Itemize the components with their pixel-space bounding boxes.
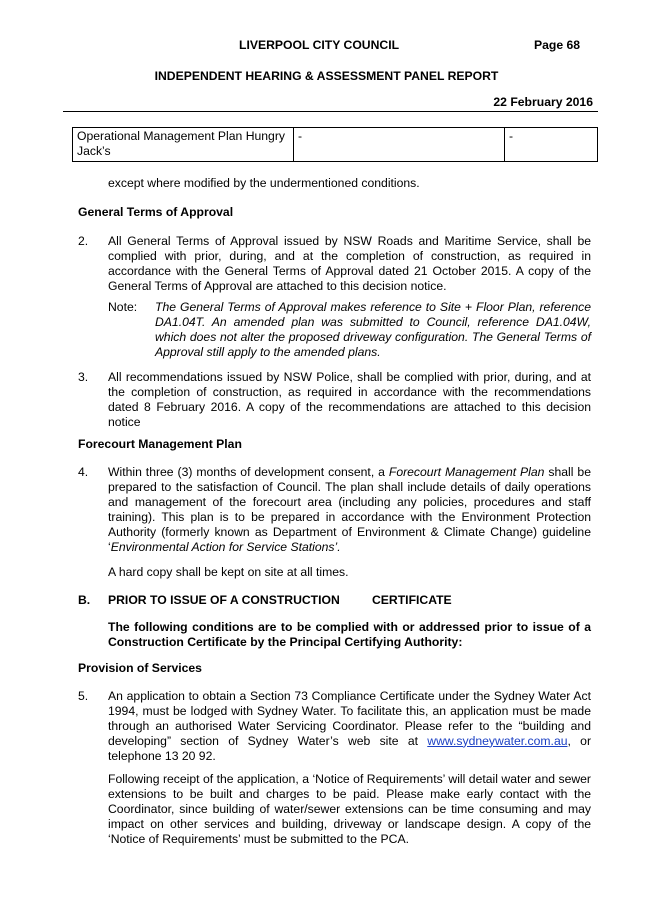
item-4-emphasis-plan: Forecourt Management Plan	[388, 465, 545, 479]
heading-provision-of-services: Provision of Services	[78, 661, 202, 675]
item-5-text-part: An application to obtain a Section 73 Compliance Certificate under the Sydney Water Act 1994, must be lodged with Sydney Water. To facilitate this, an application must be made through an authorised Water Servicing Coordinator. Please refer to the “building and developing” section of Sydney Water’s web site at	[108, 689, 591, 748]
report-date: 22 February 2016	[493, 95, 593, 109]
table-row	[73, 128, 598, 162]
item-4-text-part: shall be prepared to the satisfaction of Council. The plan shall include details of daily operations and management of the forecourt area (including any policies, procedures and staff training). This plan is to be prepared in accordance with the Environment Protection Authority (formerly known as Department of Environment & Climate Change) guideline ‘	[108, 465, 591, 554]
item-number-2: 2.	[78, 234, 89, 248]
item-number-5: 5.	[78, 689, 89, 703]
item-4-text	[108, 465, 591, 554]
table-cell-date: -	[505, 128, 598, 162]
table-cell-document: Operational Management Plan Hungry Jack’s	[73, 128, 294, 162]
note-label: Note:	[108, 300, 138, 314]
note-text: The General Terms of Approval makes reference to Site + Floor Plan, reference DA1.04T. An amended plan was submitted to Council, reference DA1.04W, which does not alter the proposed driveway configuration. The General Terms of Approval still apply to the amended plans.	[155, 300, 591, 359]
intro-text: except where modified by the undermentioned conditions.	[108, 176, 420, 190]
plan-reference-table	[72, 127, 598, 162]
item-number-4: 4.	[78, 465, 89, 479]
item-3-text: All recommendations issued by NSW Police, shall be complied with prior, during, and at the completion of construction, as required in accordance with the recommendations dated 8 February 2016. A copy of the recommendations are attached to this decision notice	[108, 370, 591, 429]
item-5-text	[108, 689, 591, 764]
item-5-text-part: , or telephone 13 20 92.	[108, 733, 592, 763]
section-b-title: PRIOR TO ISSUE OF A CONSTRUCTION	[108, 593, 340, 607]
page-number: Page 68	[534, 38, 581, 52]
note-block	[108, 300, 591, 360]
sydney-water-link[interactable]: www.sydneywater.com.au	[427, 733, 568, 748]
council-name: LIVERPOOL CITY COUNCIL	[239, 38, 400, 52]
heading-general-terms: General Terms of Approval	[78, 205, 234, 219]
report-title: INDEPENDENT HEARING & ASSESSMENT PANEL REPORT	[154, 69, 499, 83]
item-2-text: All General Terms of Approval issued by NSW Roads and Maritime Service, shall be complied with prior, during, and at the completion of construction, as required in accordance with the General Terms of Approval dated 21 October 2015. A copy of the General Terms of Approval are attached to this decision notice.	[108, 234, 591, 293]
item-4-emphasis-guideline: Environmental Action for Service Stations’.	[110, 539, 341, 554]
section-b-intro: The following conditions are to be complied with or addressed prior to issue of a Construction Certificate by the Principal Certifying Authority:	[108, 620, 591, 649]
table-cell-reference: -	[294, 128, 505, 162]
section-b-letter: B.	[78, 593, 91, 607]
header-divider	[63, 111, 598, 112]
item-number-3: 3.	[78, 370, 89, 384]
item-4-text-part: Within three (3) months of development consent, a	[108, 465, 389, 479]
heading-forecourt: Forecourt Management Plan	[78, 437, 242, 451]
item-5-followup: Following receipt of the application, a ‘Notice of Requirements’ will detail water and sewer extensions to be built and charges to be paid. Please make early contact with the Coordinator, since building of water/sewer extensions can be time consuming and may impact on other services and building, driveway or landscape design. A copy of the ‘Notice of Requirements’ must be submitted to the PCA.	[108, 772, 591, 846]
section-b-title-end: CERTIFICATE	[372, 593, 452, 607]
item-4-followup: A hard copy shall be kept on site at all times.	[108, 565, 349, 579]
